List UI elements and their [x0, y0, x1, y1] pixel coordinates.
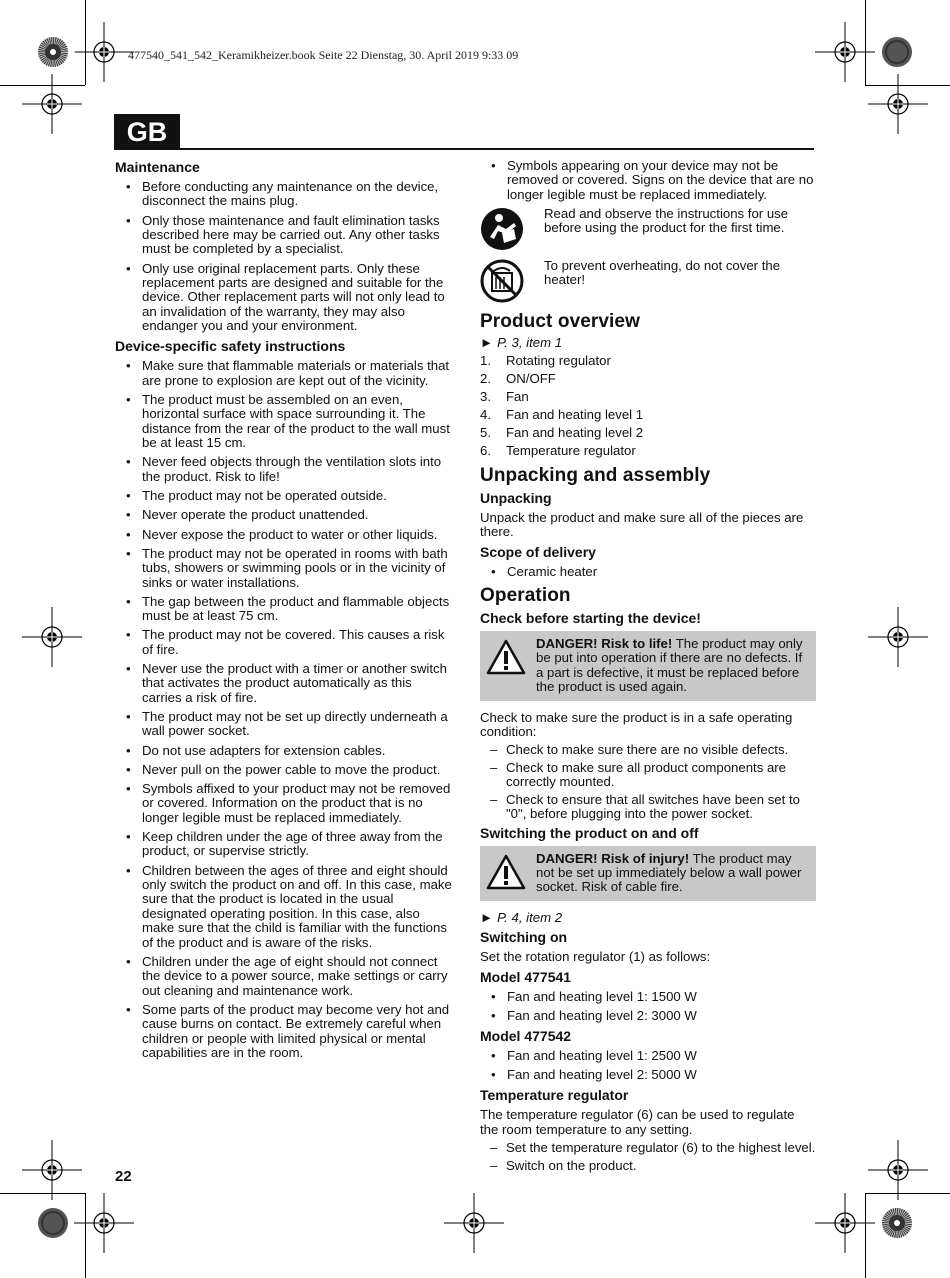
warning-icon — [486, 854, 526, 890]
temperature-text: The temperature regulator (6) can be used to regulate the room temperature to any setting. — [480, 1107, 795, 1137]
list-item: 5. Fan and heating level 2 — [480, 425, 644, 441]
list-item: • The product may not be operated in rooms with bath tubs, showers or swimming pools or in the vicinity of sinks or water installations. — [115, 547, 453, 590]
list-item: • Some parts of the product may become very hot and cause burns on contact. Be extremely careful when children or people with limited physical or mental capabilities are in the room. — [115, 1003, 453, 1061]
model-1-heading: Model 477541 — [480, 968, 572, 985]
temperature-heading: Temperature regulator — [480, 1087, 629, 1104]
safety-heading: Device-specific safety instructions — [115, 338, 346, 355]
list-item: 2. ON/OFF — [480, 371, 556, 387]
scope-heading: Scope of delivery — [480, 543, 596, 560]
list-item: • Never operate the product unattended. — [115, 508, 453, 522]
overview-list — [480, 354, 816, 458]
list-item: • The product may not be set up directly underneath a wall power socket. — [115, 710, 453, 739]
page-number: 22 — [115, 1168, 132, 1185]
list-item: • Symbols appearing on your device may not be removed or covered. Signs on the device that are no longer legible must be replaced immediately. — [480, 159, 816, 202]
switch-on-text: Set the rotation regulator (1) as follows: — [480, 949, 711, 965]
print-header: 477540_541_542_Keramikheizer.book Seite 22 Dienstag, 30. April 2019 9:33 09 — [128, 48, 519, 62]
list-item: – Check to ensure that all switches have been set to "0", before plugging into the power socket. — [480, 793, 816, 822]
product-overview-heading: Product overview — [480, 311, 640, 333]
list-item: • The product may not be operated outside. — [115, 489, 453, 503]
figure-reference: ► P. 3, item 1 — [480, 335, 563, 351]
model-1-list — [480, 990, 816, 1024]
list-item: • Never pull on the power cable to move the product. — [115, 763, 453, 777]
list-item: • Children between the ages of three and eight should only switch the product on and off. In this case, make sure that the product is located in the usual designated operating position. In this case, also make sure that the child is familiar with the functions of the product and is aware of the risks. — [115, 864, 453, 950]
list-item: • The gap between the product and flammable objects must be at least 75 cm. — [115, 595, 453, 624]
list-item: • Ceramic heater — [480, 565, 816, 579]
arrow-right-icon: ► — [480, 335, 494, 351]
symbol-read-text: Read and observe the instructions for use before using the product for the first time. — [544, 206, 789, 236]
list-item: 6. Temperature regulator — [480, 443, 636, 459]
list-item: 4. Fan and heating level 1 — [480, 407, 644, 423]
list-item: • Symbols affixed to your product may not be removed or covered. Information on the product that is no longer legible must be replaced immediately. — [115, 782, 453, 825]
list-item: • Do not use adapters for extension cables. — [115, 744, 453, 758]
symbol-read-instructions — [480, 207, 816, 251]
symbol-do-not-cover — [480, 259, 816, 303]
left-column — [115, 159, 453, 1065]
list-item: • Fan and heating level 2: 5000 W — [480, 1068, 816, 1082]
unpacking-subheading: Unpacking — [480, 489, 552, 506]
list-item: 3. Fan — [480, 389, 529, 405]
list-item: – Check to make sure there are no visible defects. — [480, 743, 816, 757]
check-list — [480, 743, 816, 821]
list-item: • Fan and heating level 1: 2500 W — [480, 1049, 816, 1063]
header-rule — [180, 148, 814, 150]
list-item: • Fan and heating level 2: 3000 W — [480, 1009, 816, 1023]
language-badge: GB — [114, 114, 180, 150]
maintenance-heading: Maintenance — [115, 159, 200, 175]
figure-reference: ► P. 4, item 2 — [480, 909, 563, 925]
danger-box-injury — [480, 846, 816, 901]
list-item: – Switch on the product. — [480, 1159, 816, 1173]
list-item: • Never feed objects through the ventilation slots into the product. Risk to life! — [115, 455, 453, 484]
model-2-heading: Model 477542 — [480, 1027, 572, 1044]
list-item: • Children under the age of eight should not connect the device to a power source, make settings or carry out cleaning and maintenance work. — [115, 955, 453, 998]
warning-icon — [486, 639, 526, 675]
list-item: • The product must be assembled on an even, horizontal surface with space surrounding it. The distance from the rear of the product to the wall must be at least 15 cm. — [115, 393, 453, 451]
maintenance-list — [115, 180, 453, 334]
unpacking-heading: Unpacking and assembly — [480, 464, 711, 486]
list-item: • Before conducting any maintenance on the device, disconnect the mains plug. — [115, 180, 453, 209]
switch-on-heading: Switching on — [480, 929, 568, 946]
operation-heading: Operation — [480, 585, 571, 607]
safety-list — [115, 359, 453, 1060]
list-item: • Never expose the product to water or other liquids. — [115, 528, 453, 542]
symbols-note-list — [480, 159, 816, 202]
list-item: 1. Rotating regulator — [480, 353, 611, 369]
do-not-cover-icon — [480, 259, 524, 303]
unpacking-text: Unpack the product and make sure all of the pieces are there. — [480, 509, 804, 540]
danger-box-life — [480, 631, 816, 701]
right-column — [480, 159, 816, 1176]
list-item: – Set the temperature regulator (6) to the highest level. — [480, 1141, 816, 1155]
model-2-list — [480, 1049, 816, 1083]
switching-heading: Switching the product on and off — [480, 824, 699, 841]
danger-text: DANGER! Risk to life! The product may only be put into operation if there are no defects. If a part is defective, it must be replaced before the product is used again. — [536, 636, 803, 695]
danger-text: DANGER! Risk of injury! The product may not be set up immediately below a wall power socket. Risk of cable fire. — [536, 850, 802, 895]
list-item: – Check to make sure all product components are correctly mounted. — [480, 761, 816, 790]
list-item: • Only those maintenance and fault elimination tasks described here may be carried out. Any other tasks must be completed by a specialist. — [115, 214, 453, 257]
list-item: • Never use the product with a timer or another switch that activates the product automatically as this carries a risk of fire. — [115, 662, 453, 705]
temperature-steps — [480, 1141, 816, 1173]
check-heading: Check before starting the device! — [480, 610, 701, 627]
read-manual-icon — [480, 207, 524, 251]
list-item: • Fan and heating level 1: 1500 W — [480, 990, 816, 1004]
arrow-right-icon: ► — [480, 909, 494, 925]
list-item: • The product may not be covered. This causes a risk of fire. — [115, 628, 453, 657]
list-item: • Only use original replacement parts. Only these replacement parts are designed and suitable for the device. Other replacement parts will not only lead to an invalidation of the warranty, they may also endanger you and your environment. — [115, 262, 453, 334]
scope-list — [480, 565, 816, 579]
check-intro: Check to make sure the product is in a safe operating condition: — [480, 709, 793, 740]
symbol-cover-text: To prevent overheating, do not cover the heater! — [544, 258, 781, 288]
list-item: • Make sure that flammable materials or materials that are prone to explosion are kept out of the vicinity. — [115, 359, 453, 388]
list-item: • Keep children under the age of three away from the product, or supervise strictly. — [115, 830, 453, 859]
